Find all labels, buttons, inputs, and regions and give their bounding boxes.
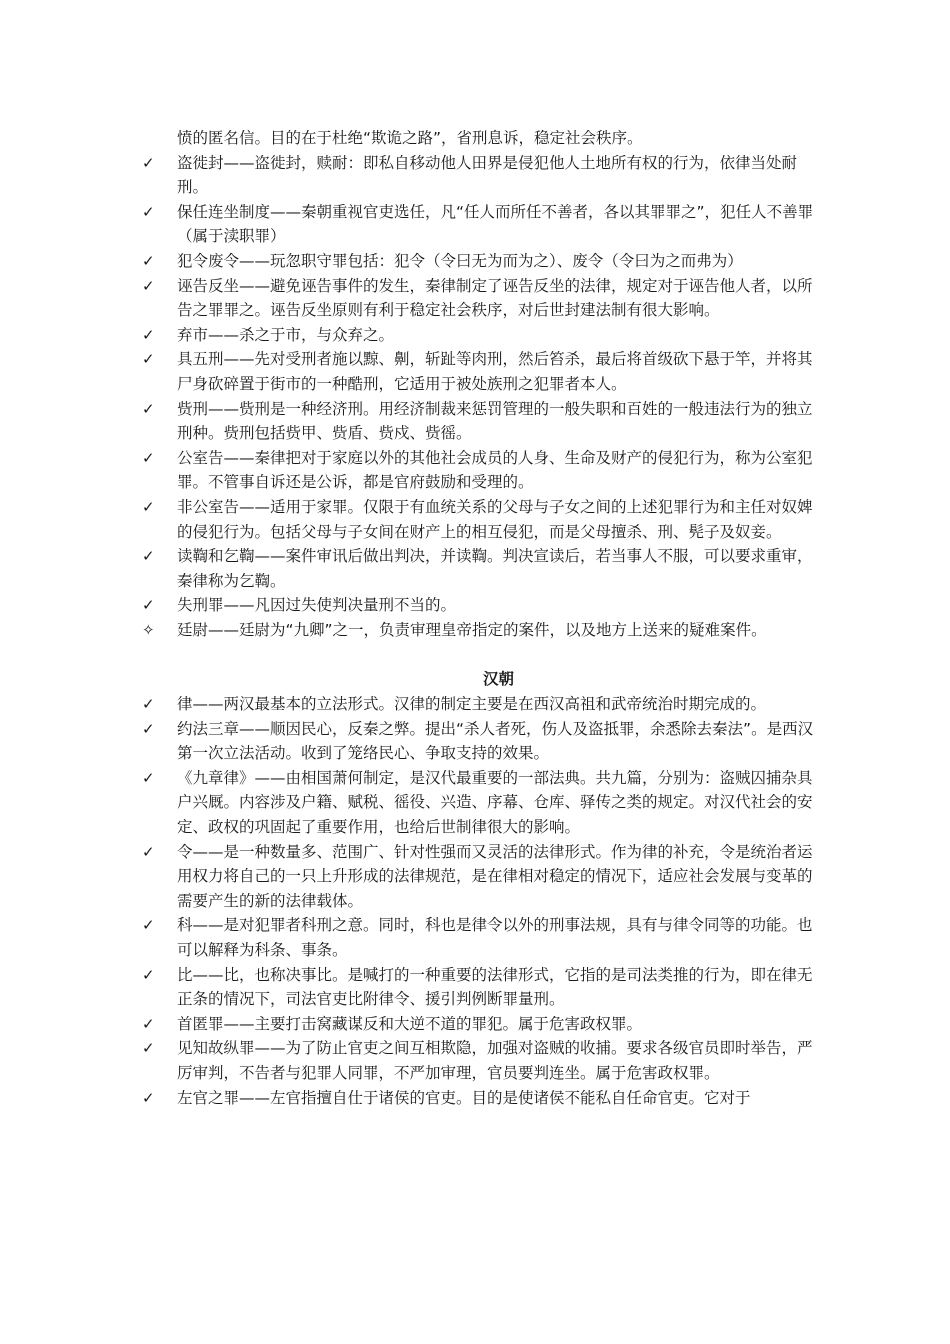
list-item [140,1036,820,1085]
checkmark-icon: ✓ [142,399,155,418]
checkmark-icon: ✓ [142,448,155,467]
section-heading-han: 汉朝 [482,670,514,689]
checkmark-icon: ✓ [142,251,155,270]
list-item-text: 约法三章——顺因民心，反秦之弊。提出“杀人者死，伤人及盗抵罪，余悉除去秦法”。是西汉第一次立法活动。收到了笼络民心、争取支持的效果。 [177,719,814,763]
list-item-text: 赀刑——赀刑是一种经济刑。用经济制裁来惩罚管理的一般失职和百姓的一般违法行为的独立刑种。赀刑包括赀甲、赀盾、赀戍、赀徭。 [177,399,813,443]
list-item [140,913,820,962]
list-item-text: 弃市——杀之于市，与众弃之。 [177,325,395,344]
list-item-text: 诬告反坐——避免诬告事件的发生，秦律制定了诬告反坐的法律，规定对于诬告他人者，以所告之罪罪之。诬告反坐原则有利于稳定社会秩序，对后世封建法制有很大影响。 [177,276,813,320]
checkmark-icon: ✓ [142,695,155,714]
list-item [140,766,820,840]
list-item [140,249,820,274]
list-item [140,717,820,766]
list-item [140,1086,820,1111]
list-item [140,200,820,249]
list-item [140,1012,820,1037]
list-item-text: 令——是一种数量多、范围广、针对性强而又灵活的法律形式。作为律的补充，令是统治者运用权力将自己的一只上升形成的法律规范，是在律相对稳定的情况下，适应社会发展与变革的需要产生的新的法律载体。 [177,842,813,910]
list-item-text: 律——两汉最基本的立法形式。汉律的制定主要是在西汉高祖和武帝统治时期完成的。 [177,695,767,714]
checkmark-icon: ✓ [142,350,155,369]
list-item [140,495,820,544]
checkmark-icon: ✓ [142,596,155,615]
list-item [140,446,820,495]
list-item [140,347,820,396]
list-item-text: 左官之罪——左官指擅自仕于诸侯的官吏。目的是使诸侯不能私自任命官吏。它对于 [177,1088,751,1107]
list-item-text: 科——是对犯罪者科刑之意。同时，科也是律令以外的刑事法规，具有与律令同等的功能。也可以解释为科条、事条。 [177,916,813,959]
list-item-text: 具五刑——先对受刑者施以黥、劓，斩趾等肉刑，然后笞杀，最后将首级砍下悬于竿，并将其尸身砍碎置于街市的一种酷刑，它适用于被处族刑之犯罪者本人。 [177,350,813,393]
checkmark-icon: ✓ [142,276,155,295]
checkmark-icon: ✓ [142,1014,155,1033]
list-item-text: 非公室告——适用于家罪。仅限于有血统关系的父母与子女之间的上述犯罪行为和主任对奴婢的侵犯行为。包括父母与子女间在财产上的相互侵犯，而是父母擅杀、刑、髡子及奴妾。 [177,497,813,541]
list-item-text: 见知故纵罪——为了防止官吏之间互相欺隐，加强对盗贼的收捕。要求各级官员即时举告，严厉审判，不告者与犯罪人同罪，不严加审理，官员要判连坐。属于危害政权罪。 [177,1039,813,1082]
list-item-text: 《九章律》——由相国萧何制定，是汉代最重要的一部法典。共九篇，分别为：盗贼囚捕杂具户兴厩。内容涉及户籍、赋税、徭役、兴造、序幕、仓库、驿传之类的规定。对汉代社会的安定、政权的巩固起了重要作用，也给后世制律很大的影响。 [177,768,813,837]
document-body [140,126,820,1110]
checkmark-icon: ✓ [142,497,155,516]
checkmark-icon: ✓ [142,1088,155,1107]
list-item-text: 比——比，也称决事比。是喊打的一种重要的法律形式，它指的是司法类推的行为，即在律无正条的情况下，司法官吏比附律令、援引判例断罪量刑。 [177,965,813,1009]
list-item-text: 犯令废令——玩忽职守罪包括：犯令（令曰无为而为之）、废令（令曰为之而弗为） [177,251,743,270]
list-item-text: 失刑罪——凡因过失使判决量刑不当的。 [177,596,457,615]
diamond-bullet-icon: ✧ [142,620,155,639]
list-item [140,151,820,200]
qin-list [140,151,820,643]
checkmark-icon: ✓ [142,325,155,344]
list-item [140,840,820,914]
list-item [140,323,820,348]
checkmark-icon: ✓ [142,916,155,935]
checkmark-icon: ✓ [142,965,155,984]
list-item-text: 公室告——秦律把对于家庭以外的其他社会成员的人身、生命及财产的侵犯行为，称为公室犯罪。不管事自诉还是公诉，都是官府鼓励和受理的。 [177,448,813,492]
checkmark-icon: ✓ [142,842,155,861]
han-list [140,692,820,1110]
list-item [140,544,820,593]
list-item [140,274,820,323]
checkmark-icon: ✓ [142,768,155,787]
list-item-text: 保任连坐制度——秦朝重视官吏选任，凡“任人而所任不善者，各以其罪罪之”，犯任人不善罪（属于渎职罪） [177,202,814,246]
list-item-text: 首匿罪——主要打击窝藏谋反和大逆不道的罪犯。属于危害政权罪。 [177,1014,643,1033]
list-item [140,963,820,1012]
list-item-text: 盗徙封——盗徙封，赎耐：即私自移动他人田界是侵犯他人土地所有权的行为，依律当处耐刑。 [177,153,798,197]
list-item [140,593,820,618]
continuation-paragraph: 愤的匿名信。目的在于杜绝“欺诡之路”，省刑息诉，稳定社会秩序。 [177,129,643,147]
list-item [140,618,820,643]
list-item-text: 读鞫和乞鞫——案件审讯后做出判决，并读鞫。判决宣读后，若当事人不服，可以要求重审，秦律称为乞鞫。 [177,547,813,590]
checkmark-icon: ✓ [142,547,155,566]
checkmark-icon: ✓ [142,719,155,738]
checkmark-icon: ✓ [142,153,155,172]
checkmark-icon: ✓ [142,1039,155,1058]
list-item-text: 廷尉——廷尉为“九卿”之一，负责审理皇帝指定的案件，以及地方上送来的疑难案件。 [177,620,767,639]
checkmark-icon: ✓ [142,202,155,221]
list-item [140,397,820,446]
list-item [140,692,820,717]
